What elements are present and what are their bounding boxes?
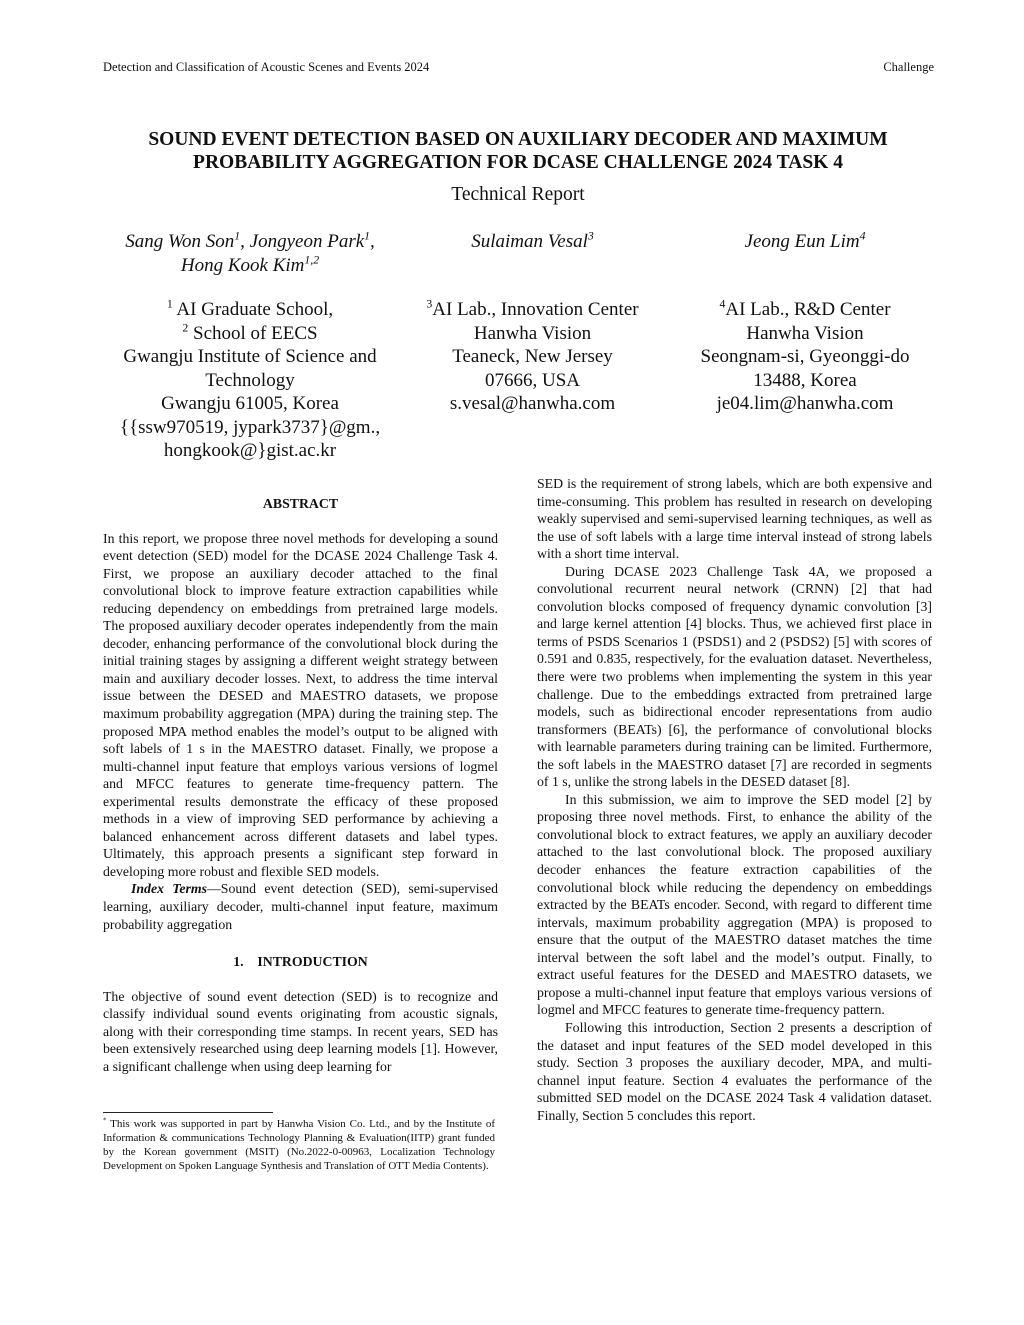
intro-paragraph-3: In this submission, we aim to improve the SED model [2] by proposing three novel methods. First, to enhance the ability of the convolutional block to extract features, we apply an auxiliary decoder attached to the last convolutional block. The proposed auxiliary decoder enhances the feature extraction capabilities of the convolutional block while reducing the dependency on embeddings extracted by the BEATs encoder. Second, with regard to different time intervals, maximum probability aggregation (MPA) is proposed to ensure that the output of the MAESTRO dataset matches the time interval between the soft label and the model’s output. Finally, to extract useful features for the DESED and MAESTRO datasets, we propose a multi-channel input feature that employs various versions of logmel and MFCC features to generate time-frequency pattern.	[537, 791, 932, 1018]
intro-paragraph-1: The objective of sound event detection (SED) is to recognize and classify individual sound events originating from acoustic signals, along with their corresponding time stamps. In recent years, SED has been extensively researched using deep learning models [1]. However, a significant challenge when using deep learning for	[103, 988, 498, 1074]
author-names-2: Sulaiman Vesal$^3$	[471, 229, 594, 252]
index-terms	[103, 880, 498, 933]
footnote-text: This work was supported in part by Hanwha Vision Co. Ltd., and by the Institute of Information & communications Technology Planning & Evaluation(IITP) grant funded by the Korean government (MSIT) (No.2022-0-00963, Localization Technology Development on Spoken Language Synthesis and Translation of OTT Media Contents).	[103, 1118, 495, 1172]
author-names-3: Jeong Eun Lim$^4$	[744, 229, 866, 252]
intro-paragraph-2: During DCASE 2023 Challenge Task 4A, we proposed a convolutional recurrent neural network (CRNN) [2] that had convolution blocks composed of frequency dynamic convolution [3] and large kernel attention [4] blocks. Thus, we achieved first place in terms of PSDS Scenarios 1 (PSDS1) and 2 (PSDS2) [5] with scores of 0.591 and 0.835, respectively, for the evaluation dataset. Nevertheless, there were two problems when implementing the system in this year challenge. Due to the embeddings extracted from pretrained large models, such as bidirectional encoder representations from audio transformers (BEATs) [6], the performance of convolutional blocks with learnable parameters during training can be limited. Furthermore, the soft labels in the MAESTRO dataset [7] are recorded in segments of 1 s, unlike the strong labels in the DESED dataset [8].	[537, 563, 932, 790]
author-block-1	[100, 230, 400, 463]
affiliation-1: $^1$ AI Graduate School, $^2$ School of EECS Gwangju Institute of Science and Technology Gwangju 61005, Korea {{ssw970519, jypark3737}@gm., hongkook@}gist.ac.kr	[119, 297, 381, 461]
intro-heading: 1. INTRODUCTION	[233, 954, 368, 970]
left-text-column	[103, 475, 498, 1075]
abstract-body: In this report, we propose three novel methods for developing a sound event detection (SED) model for the DCASE 2024 Challenge Task 4. First, we propose an auxiliary decoder attached to the final convolutional block to improve feature extraction capabilities while reducing dependency on embeddings from pretrained large models. The proposed auxiliary decoder operates independently from the main decoder, enhancing performance of the convolutional block during the initial training stages by assigning a different weight strategy between main and auxiliary decoder losses. Next, to address the time interval issue between the DESED and MAESTRO datasets, we propose maximum probability aggregation (MPA) during the training step. The proposed MPA method enables the model’s output to be aligned with soft labels of 1 s in the MAESTRO dataset. Finally, we propose a multi-channel input feature that employs various versions of logmel and MFCC features to generate time-frequency pattern. The experimental results demonstrate the efficacy of these proposed methods in a view of improving SED performance by achieving a balanced enhancement across different datasets and label types. Ultimately, this approach presents a significant step forward in developing more robust and flexible SED models.	[103, 530, 498, 879]
intro-paragraph-4: Following this introduction, Section 2 presents a description of the dataset and input features of the SED model developed in this study. Section 3 proposes the auxiliary decoder, MPA, and multi-channel input feature. Section 4 evaluates the performance of the submitted SED model on the DCASE 2024 Task 4 validation dataset. Finally, Section 5 concludes this report.	[537, 1019, 932, 1123]
index-terms-text: —Sound event detection (SED), semi-supervised learning, auxiliary decoder, multi-channel input feature, maximum probability aggregation	[103, 881, 498, 932]
author-names-1: Sang Won Son$^1$, Jongyeon Park$^1$, Hong Kook Kim$^{1,2}$	[125, 229, 375, 276]
affiliation-3: $^4$AI Lab., R&D Center Hanwha Vision Seongnam-si, Gyeonggi-do 13488, Korea je04.lim@hanwha.com	[700, 297, 910, 414]
intro-paragraph-1-continued: SED is the requirement of strong labels, which are both expensive and time-consuming. This problem has resulted in research on developing weakly supervised and semi-supervised learning techniques, as well as the use of soft labels with a large time interval instead of strong labels with a short time interval.	[537, 476, 932, 562]
title-line-2: PROBABILITY AGGREGATION FOR DCASE CHALLENGE 2024 TASK 4	[193, 152, 843, 173]
affiliation-2: $^3$AI Lab., Innovation Center Hanwha Vision Teaneck, New Jersey 07666, USA s.vesal@hanwha.com	[426, 297, 639, 414]
footnote-rule	[103, 1112, 273, 1113]
abstract-heading: ABSTRACT	[262, 496, 339, 511]
footnote	[103, 1117, 495, 1173]
running-header-right: Challenge	[883, 60, 934, 74]
running-header-left: Detection and Classification of Acoustic Scenes and Events 2024	[103, 60, 430, 74]
title-line-1: SOUND EVENT DETECTION BASED ON AUXILIARY DECODER AND MAXIMUM	[148, 129, 888, 150]
author-block-3	[680, 230, 930, 416]
author-block-2	[410, 230, 655, 416]
paper-title	[100, 128, 936, 174]
index-terms-label: Index Terms	[131, 881, 207, 897]
footnote-marker: *	[103, 1117, 107, 1125]
right-text-column	[537, 475, 932, 1124]
report-type: Technical Report	[451, 184, 585, 205]
